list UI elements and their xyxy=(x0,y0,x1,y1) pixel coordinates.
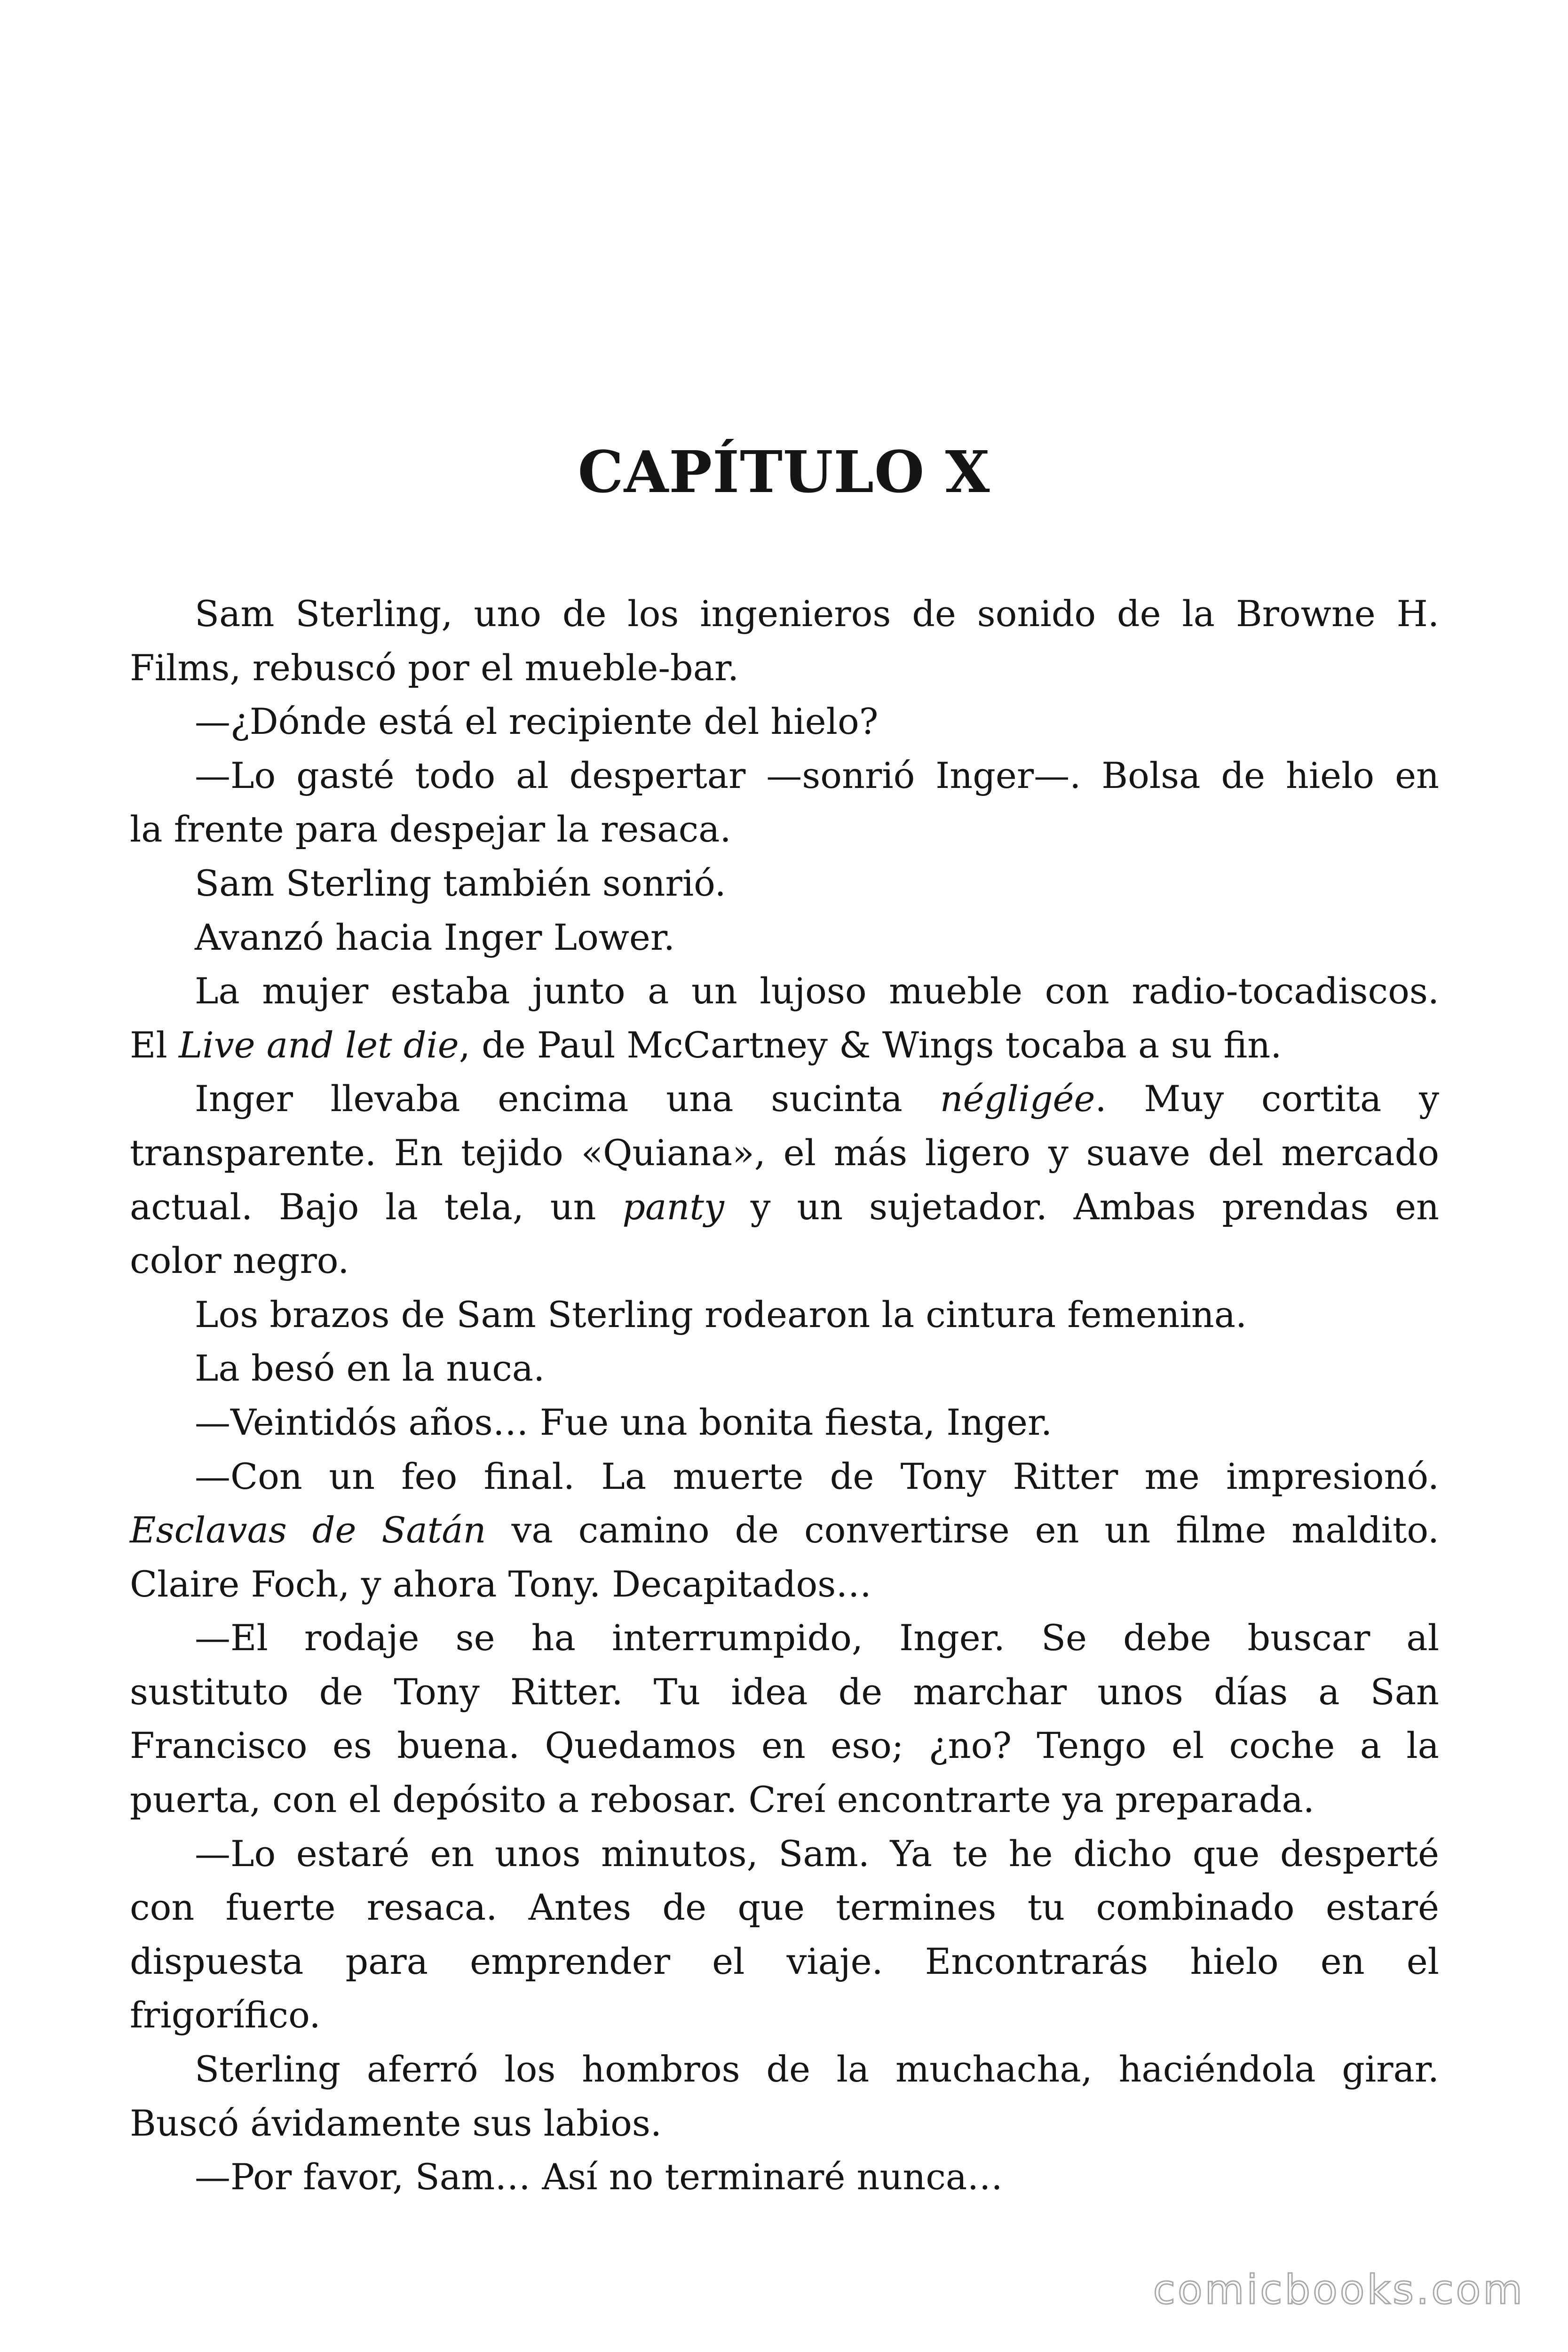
text-line xyxy=(130,1180,1439,1234)
paragraph xyxy=(130,1611,1439,1827)
paragraph xyxy=(130,857,1439,911)
text-line: —El rodaje se ha interrumpido, Inger. Se debe buscar al xyxy=(195,1617,1439,1659)
chapter-title: CAPÍTULO X xyxy=(578,438,990,506)
film-title: Esclavas de Satán xyxy=(130,1509,486,1551)
paragraph xyxy=(130,2150,1439,2204)
text-run: actual. Bajo la tela, un xyxy=(130,1185,623,1228)
paragraph xyxy=(130,587,1439,695)
text-run: va camino de convertirse en un filme maldito. xyxy=(486,1509,1439,1551)
text-line: —Veintidós años… Fue una bonita fiesta, Inger. xyxy=(195,1401,1053,1443)
text-line: —Con un feo final. La muerte de Tony Ritter me impresionó. xyxy=(195,1455,1439,1497)
text-run: El xyxy=(130,1024,179,1066)
text-line xyxy=(130,1072,1439,1126)
text-line: Los brazos de Sam Sterling rodearon la cintura femenina. xyxy=(195,1293,1247,1335)
watermark-logo: comicbooks.com xyxy=(1153,2266,1525,2313)
paragraph xyxy=(130,2042,1439,2150)
text-line: puerta, con el depósito a rebosar. Creí encontrarte ya preparada. xyxy=(130,1779,1315,1821)
text-line: Claire Foch, y ahora Tony. Decapitados… xyxy=(130,1563,872,1605)
text-line: Buscó ávidamente sus labios. xyxy=(130,2102,662,2144)
text-run: , de Paul McCartney & Wings tocaba a su fin. xyxy=(459,1024,1282,1066)
italic-word: négligée xyxy=(940,1078,1095,1120)
chapter-body xyxy=(130,587,1439,2204)
text-line: Francisco es buena. Quedamos en eso; ¿no? Tengo el coche a la xyxy=(130,1724,1439,1767)
text-line: Sam Sterling, uno de los ingenieros de sonido de la Browne H. xyxy=(195,593,1439,635)
text-line: La mujer estaba junto a un lujoso mueble con radio-tocadiscos. xyxy=(195,970,1439,1012)
text-line: La besó en la nuca. xyxy=(195,1347,545,1390)
text-line: —Por favor, Sam… Así no terminaré nunca… xyxy=(195,2156,1003,2198)
text-line: —Lo gasté todo al despertar —sonrió Inger—. Bolsa de hielo en xyxy=(195,754,1439,796)
paragraph xyxy=(130,911,1439,965)
text-line: —Lo estaré en unos minutos, Sam. Ya te he dicho que desperté xyxy=(195,1832,1439,1875)
paragraph xyxy=(130,749,1439,857)
text-line: color negro. xyxy=(130,1240,349,1282)
paragraph xyxy=(130,1827,1439,2042)
text-run: Inger llevaba encima una sucinta xyxy=(195,1078,940,1120)
song-title: Live and let die xyxy=(178,1024,459,1066)
text-line: sustituto de Tony Ritter. Tu idea de marchar unos días a San xyxy=(130,1670,1439,1713)
text-line: —¿Dónde está el recipiente del hielo? xyxy=(195,700,879,743)
text-line xyxy=(130,1018,1439,1073)
text-line: frigorífico. xyxy=(130,1994,321,2036)
italic-word: panty xyxy=(622,1185,724,1228)
paragraph xyxy=(130,1288,1439,1342)
paragraph xyxy=(130,1396,1439,1450)
text-run: y un sujetador. Ambas prendas en xyxy=(724,1185,1439,1228)
text-line xyxy=(130,1503,1439,1557)
text-line: dispuesta para emprender el viaje. Encontrarás hielo en el xyxy=(130,1940,1439,1982)
text-line: Films, rebuscó por el mueble-bar. xyxy=(130,646,739,689)
paragraph xyxy=(130,695,1439,749)
paragraph xyxy=(130,964,1439,1072)
text-line: Sterling aferró los hombros de la muchacha, haciéndola girar. xyxy=(195,2048,1439,2090)
text-line: Avanzó hacia Inger Lower. xyxy=(195,916,675,958)
text-line: la frente para despejar la resaca. xyxy=(130,808,731,850)
text-line: Sam Sterling también sonrió. xyxy=(195,862,726,904)
text-run: . Muy cortita y xyxy=(1095,1078,1440,1120)
text-line: con fuerte resaca. Antes de que termines tu combinado estaré xyxy=(130,1886,1439,1929)
text-line: transparente. En tejido «Quiana», el más ligero y suave del mercado xyxy=(130,1131,1439,1174)
paragraph xyxy=(130,1450,1439,1612)
paragraph xyxy=(130,1342,1439,1396)
paragraph xyxy=(130,1072,1439,1287)
